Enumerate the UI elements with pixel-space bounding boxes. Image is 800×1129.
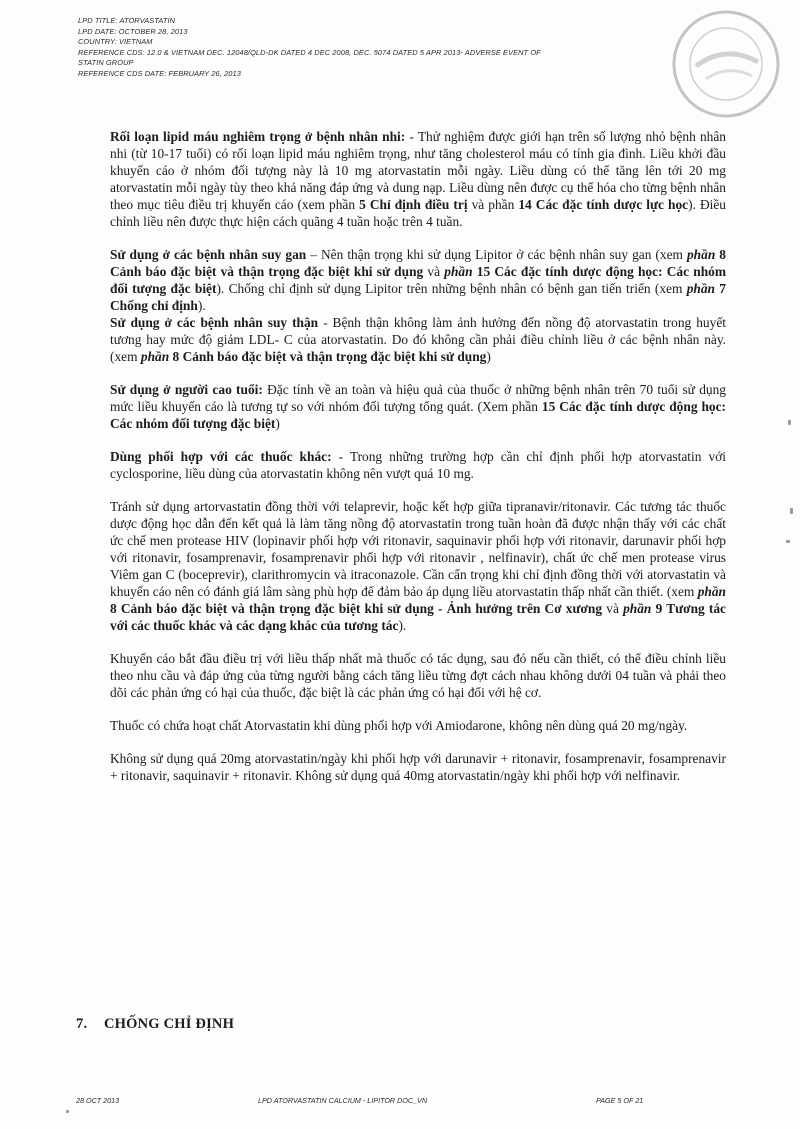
- scan-speck: [790, 508, 793, 514]
- paragraph-elderly: [110, 381, 726, 432]
- paragraph-drug-interactions: [110, 498, 726, 634]
- text: và: [423, 264, 445, 279]
- header-reference-date: REFERENCE CDS DATE: FEBRUARY 26, 2013: [78, 68, 241, 78]
- paragraph-renal-impairment: [110, 314, 726, 365]
- reference-link: 8 Cảnh báo đặc biệt và thận trọng đặc biệt khi sử dụng - Ảnh hưởng trên Cơ xương: [110, 601, 603, 616]
- text: - Bệnh thận không làm ảnh hưởng đến nồng độ atorvastatin trong huyết tương hay mức độ giảm LDL- C của atorvastatin. Do đó không cần phải điều chỉnh liều ở các bệnh nhân này. (xem: [110, 315, 726, 364]
- paragraph-max-dose: [110, 750, 726, 784]
- reference-word: phần: [697, 584, 726, 599]
- text: - Trong những trường hợp cần chỉ định phối hợp atorvastatin với cyclosporine, liều dùng của atorvastatin không nên vượt quá 10 mg.: [110, 449, 726, 481]
- heading-elderly: Sử dụng ở người cao tuổi:: [110, 382, 263, 397]
- text: ): [275, 416, 280, 431]
- text: ): [486, 349, 491, 364]
- heading-pediatric: Rối loạn lipid máu nghiêm trọng ở bệnh nhân nhi:: [110, 129, 406, 144]
- reference-link: 14 Các đặc tính dược lực học: [518, 197, 689, 212]
- paragraph-concomitant-drugs: [110, 448, 726, 482]
- header-reference: REFERENCE CDS: 12.0 & VIETNAM DEC. 12048/QLD-DK DATED 4 DEC 2008, DEC. 5074 DATED 5 APR 2013- ADVERSE EVENT OF: [78, 47, 541, 57]
- header-title: LPD TITLE: ATORVASTATIN: [78, 16, 176, 25]
- text: Tránh sử dụng artorvastatin đồng thời với telaprevir, hoặc kết hợp giữa tipranavir/ritonavir. Các tương tác thuốc dược động học dẫn đến kết quả là làm tăng nồng độ atorvastatin trong tuần hoàn đã được nhận thấy với các chất ức chế men protease HIV (lopinavir phối hợp với ritonavir, saquinavir phối hợp với ritonavir, darunavir phối hợp với ritonavir, fosamprenavir, fosamprenavir phối hợp với ritonavir , nelfinavir), chất ức chế men protease virus Viêm gan C (boceprevir), clarithromycin và itraconazole. Cần cẩn trọng khi chỉ định đồng thời với atorvastatin và khuyến cáo nên có đánh giá lâm sàng phù hợp để đảm bảo áp dụng liều atorvastatin thấp nhất cần thiết. (xem: [110, 499, 726, 599]
- reference-link: 8 Cảnh báo đặc biệt và thận trọng đặc biệt khi sử dụng: [169, 349, 487, 364]
- text: Khuyến cáo bắt đầu điều trị với liều thấp nhất mà thuốc có tác dụng, sau đó nếu cần thiết, có thể điều chỉnh liều theo nhu cầu và đáp ứng của từng người bằng cách tăng liều từng đợt cách nhau không dưới 04 tuần và phải theo dõi các phản ứng có hại của thuốc, đặc biệt là các phản ứng có hại đối với hệ cơ.: [110, 651, 726, 700]
- paragraph-dose-titration: [110, 650, 726, 701]
- section-heading-contraindications: [76, 1016, 234, 1033]
- section-number: 7.: [76, 1016, 88, 1032]
- text: ). Điều chỉnh liều nên được thực hiện cách quãng 4 tuần hoặc trên 4 tuần.: [110, 197, 726, 229]
- reference-link: 7 Chống chỉ định: [110, 281, 726, 313]
- text: và: [602, 601, 624, 616]
- text: - Thử nghiệm được giới hạn trên số lượng nhỏ bệnh nhân nhi (từ 10-17 tuổi) có rối loạn lipid máu nghiêm trọng, như tăng cholesterol máu có tính gia đình. Liều khởi đầu khuyến cáo ở nhóm đối tượng này là 10 mg atorvastatin mỗi ngày. Liều dùng có thể tăng lên tới 20 mg atorvastatin mỗi ngày tùy theo khả năng đáp ứng và dung nạp. Liều dùng nên được cụ thể hóa cho từng bệnh nhân theo mục tiêu điều trị khuyến cáo (xem phần: [110, 129, 726, 212]
- round-seal-stamp-icon: [666, 4, 786, 124]
- heading-renal: Sử dụng ở các bệnh nhân suy thận: [110, 315, 319, 330]
- scan-speck: [786, 540, 790, 543]
- text: và phần: [467, 197, 519, 212]
- text: ).: [197, 298, 206, 313]
- header-date: LPD DATE: OCTOBER 28, 2013: [78, 26, 188, 36]
- scan-speck: [788, 420, 791, 425]
- paragraph-hepatic-impairment: [110, 246, 726, 314]
- text: Đặc tính về an toàn và hiệu quả của thuốc ở những bệnh nhân trên 70 tuổi sử dụng mức liều khuyến cáo là tương tự so với nhóm đối tượng tổng quát. (Xem phần: [110, 382, 726, 414]
- reference-word: phần: [623, 601, 652, 616]
- heading-concomitant: Dùng phối hợp với các thuốc khác:: [110, 449, 332, 464]
- text: ).: [398, 618, 407, 633]
- reference-link: 15 Các đặc tính dược động học: Các nhóm đối tượng đặc biệt: [110, 264, 726, 296]
- reference-link: 15 Các đặc tính dược động học: Các nhóm đối tượng đặc biệt: [110, 399, 726, 431]
- reference-word: phần: [686, 247, 716, 262]
- scan-speck: [66, 1110, 69, 1113]
- reference-word: phần: [140, 349, 170, 364]
- reference-link: 9 Tương tác với các thuốc khác và các dạng khác của tương tác: [110, 601, 726, 633]
- text: ). Chống chỉ định sử dụng Lipitor trên những bệnh nhân có bệnh gan tiến triển (xem: [216, 281, 687, 296]
- footer-document-name: LPD ATORVASTATIN CALCIUM - LIPITOR DOC_VN: [258, 1096, 428, 1105]
- reference-word: phần: [686, 281, 715, 296]
- paragraph-amiodarone: [110, 717, 726, 734]
- text: – Nên thận trọng khi sử dụng Lipitor ở các bệnh nhân suy gan (xem: [306, 247, 687, 262]
- heading-hepatic: Sử dụng ở các bệnh nhân suy gan: [110, 247, 307, 262]
- text: Không sử dụng quá 20mg atorvastatin/ngày khi phối hợp với darunavir + ritonavir, fosamprenavir, fosamprenavir + ritonavir, saquinavir + ritonavir. Không sử dụng quá 40mg atorvastatin/ngày khi phối hợp với nelfinavir.: [110, 751, 726, 783]
- footer-date: 28 OCT 2013: [76, 1096, 120, 1105]
- section-title: CHỐNG CHỈ ĐỊNH: [104, 1016, 235, 1032]
- reference-word: phần: [444, 264, 473, 279]
- footer-page-number: PAGE 5 OF 21: [596, 1096, 644, 1105]
- header-country: COUNTRY: VIETNAM: [78, 37, 153, 46]
- text: Thuốc có chứa hoạt chất Atorvastatin khi dùng phối hợp với Amiodarone, không nên dùng quá 20 mg/ngày.: [110, 718, 688, 733]
- document-body: [110, 128, 726, 800]
- reference-link: 5 Chỉ định điều trị: [359, 197, 468, 212]
- paragraph-pediatric-dyslipidemia: [110, 128, 726, 230]
- header-reference-cont: STATIN GROUP: [78, 58, 134, 67]
- reference-link: 8 Cảnh báo đặc biệt và thận trọng đặc biệt khi sử dụng: [110, 247, 727, 279]
- document-header: [78, 16, 738, 79]
